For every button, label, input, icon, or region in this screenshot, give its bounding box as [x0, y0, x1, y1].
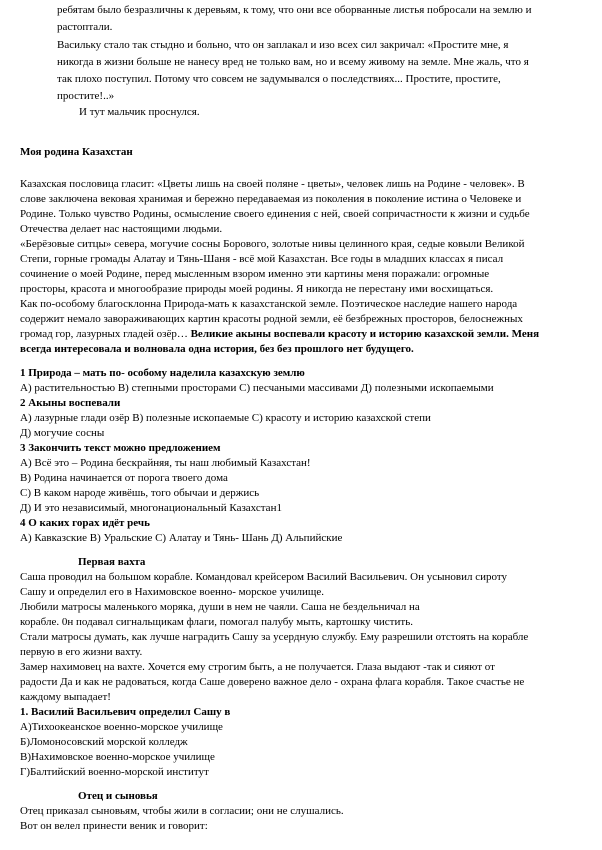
question-4: 4 О каких горах идёт речь: [20, 517, 150, 529]
paragraph-line: Отечества делает нас настоящими людьми.: [20, 223, 223, 235]
paragraph-line: Казахская пословица гласит: «Цветы лишь на своей поляне - цветы», человек лишь на Родине - человек». В: [20, 178, 525, 190]
paragraph-line: Замер нахимовец на вахте. Хочется ему строгим быть, а не получается. Глаза выдают -так и сияют от: [20, 661, 495, 673]
story-line: простите!..»: [57, 90, 115, 102]
paragraph-line: Любили матросы маленького моряка, души в нем не чаяли. Саша не бездельничал на: [20, 601, 420, 613]
answer-option: С) В каком народе живёшь, того обычаи и держись: [20, 487, 260, 499]
answer-option: А) Всё это – Родина бескрайняя, ты наш любимый Казахстан!: [20, 457, 311, 469]
question-1: 1. Василий Васильевич определил Сашу в: [20, 706, 231, 718]
paragraph-emphasis: Великие акыны воспевали красоту и историю казахской земли. Меня: [190, 328, 540, 340]
paragraph-line: Стали матросы думать, как лучше наградить Сашу за усердную службу. Ему разрешили отстоять на корабле: [20, 631, 529, 643]
story-line: никогда в жизни больше не нанесу вред не только вам, но и всему живому на земле. Мне жаль, что я: [57, 56, 529, 68]
paragraph-line: Отец приказал сыновьям, чтобы жили в согласии; они не слушались.: [20, 805, 344, 817]
section-heading: Моя родина Казахстан: [20, 146, 133, 158]
section-heading: Первая вахта: [78, 556, 146, 568]
answer-option: Д) И это независимый, многонациональный Казахстан1: [20, 502, 282, 514]
answer-options: А) Кавказские В) Уральские С) Алатау и Тянь- Шань Д) Альпийские: [20, 532, 343, 544]
paragraph-line: просторы, красота и многообразие природы моей родины. Я никогда не перестану ими восхищаться.: [20, 283, 494, 295]
question-2: 2 Акыны воспевали: [20, 397, 121, 409]
paragraph-line: первую в его жизни вахту.: [20, 646, 143, 658]
paragraph-line: Как по-особому благосклонна Природа-мать к казахстанской земле. Поэтическое наследие нашего народа: [20, 298, 518, 310]
story-line: И тут мальчик проснулся.: [79, 106, 200, 118]
question-3: 3 Закончить текст можно предложением: [20, 442, 221, 454]
answer-option: В)Нахимовское военно-морское училище: [20, 751, 215, 763]
paragraph-line: [20, 328, 539, 341]
paragraph-line: корабле. 0н подавал сигнальщикам флаги, помогал палубу мыть, картошку чистить.: [20, 616, 413, 628]
paragraph-line: содержит немало завораживающих картин красоты родной земли, её безбрежных просторов, белоснежных: [20, 313, 523, 325]
paragraph-line: всегда интересовала и волновала одна история, без без прошлого нет будущего.: [20, 343, 414, 355]
paragraph-line: Саша проводил на большом корабле. Командовал крейсером Василий Васильевич. Он усыновил сироту: [20, 571, 507, 583]
answer-option: А)Тихоокеанское военно-морское училище: [20, 721, 223, 733]
paragraph-line: радости Да и как не радоваться, когда Саше доверено важное дело - охрана флага корабля. Такое счастье не: [20, 676, 525, 688]
paragraph-text: громад гор, лазурных гладей озёр…: [20, 328, 191, 340]
paragraph-line: каждому выпадает!: [20, 691, 111, 703]
answer-option: Д) могучие сосны: [20, 427, 105, 439]
story-line: растоптали.: [57, 21, 113, 33]
answer-option: Г)Балтийский военно-морской институт: [20, 766, 209, 778]
answer-option: В) Родина начинается от порога твоего дома: [20, 472, 228, 484]
answer-options: А) лазурные глади озёр В) полезные ископаемые С) красоту и историю казахской степи: [20, 412, 431, 424]
answer-option: Б)Ломоносовский морской колледж: [20, 736, 188, 748]
section-heading: Отец и сыновья: [78, 790, 158, 802]
paragraph-line: Сашу и определил его в Нахимовское военно- морское училище.: [20, 586, 324, 598]
paragraph-line: Родине. Только чувство Родины, осмысление своего единения с ней, своей сопричастности к жизни и судьбе: [20, 208, 530, 220]
paragraph-line: Степи, горные громады Алатау и Тянь-Шаня - всё мой Казахстан. Все годы в младших классах я писал: [20, 253, 504, 265]
question-1: 1 Природа – мать по- особому наделила казахскую землю: [20, 367, 305, 379]
story-line: ребятам было безразличны к деревьям, к тому, что они все оборванные листья побросали на землю и: [57, 4, 532, 16]
story-line: Васильку стало так стыдно и больно, что он заплакал и изо всех сил закричал: «Простите мне, я: [57, 39, 509, 51]
story-line: так плохо поступил. Потому что совсем не задумывался о последствиях... Простите, простите,: [57, 73, 501, 85]
paragraph-line: слове заключена вековая хранимая и бережно передаваемая из поколения в поколение истина о Человеке и: [20, 193, 522, 205]
paragraph-line: «Берёзовые ситцы» севера, могучие сосны Борового, золотые нивы целинного края, седые ковыли Великой: [20, 238, 525, 250]
paragraph-line: Вот он велел принести веник и говорит:: [20, 820, 208, 832]
paragraph-line: сочинение о моей Родине, перед мысленным взором именно эти картины меня поражали: огромные: [20, 268, 490, 280]
answer-options: А) растительностью В) степными просторами С) песчаными массивами Д) полезными ископаемыми: [20, 382, 494, 394]
